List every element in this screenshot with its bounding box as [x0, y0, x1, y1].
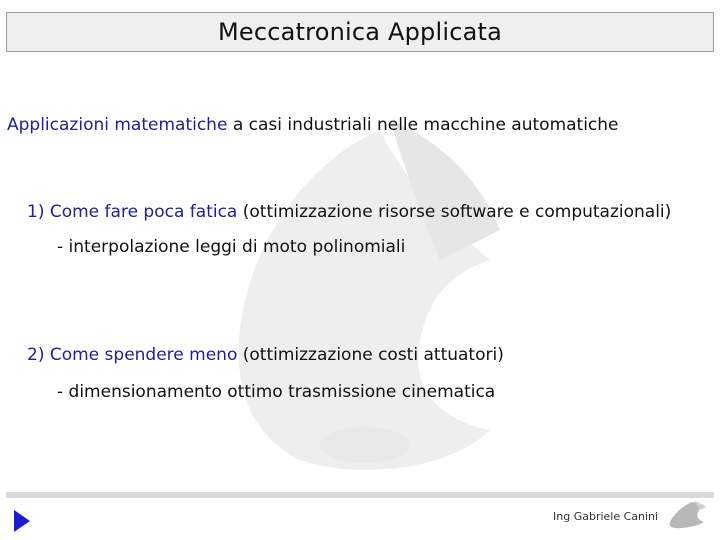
- logo-icon: [664, 500, 708, 530]
- item1-detail: (ottimizzazione risorse software e computazionali): [237, 202, 672, 222]
- next-arrow-icon[interactable]: [14, 510, 30, 532]
- item1-label: 1) Come fare poca fatica: [27, 202, 238, 222]
- item1-line: [27, 202, 671, 222]
- intro-rest: a casi industriali nelle macchine automatiche: [227, 115, 619, 135]
- intro-highlight: Applicazioni matematiche: [7, 115, 228, 135]
- watermark-icon: [190, 100, 530, 480]
- item2-sub: - dimensionamento ottimo trasmissione cinematica: [57, 382, 496, 402]
- footer-divider: [6, 492, 714, 498]
- item2-detail: (ottimizzazione costi attuatori): [237, 345, 504, 365]
- author-name: Ing Gabriele Canini: [553, 510, 659, 523]
- page-title: Meccatronica Applicata: [217, 18, 503, 46]
- intro-line: [7, 115, 619, 135]
- title-box: [6, 12, 714, 52]
- item1-sub: - interpolazione leggi di moto polinomiali: [57, 237, 406, 257]
- item2-line: [27, 345, 504, 365]
- item2-label: 2) Come spendere meno: [27, 345, 238, 365]
